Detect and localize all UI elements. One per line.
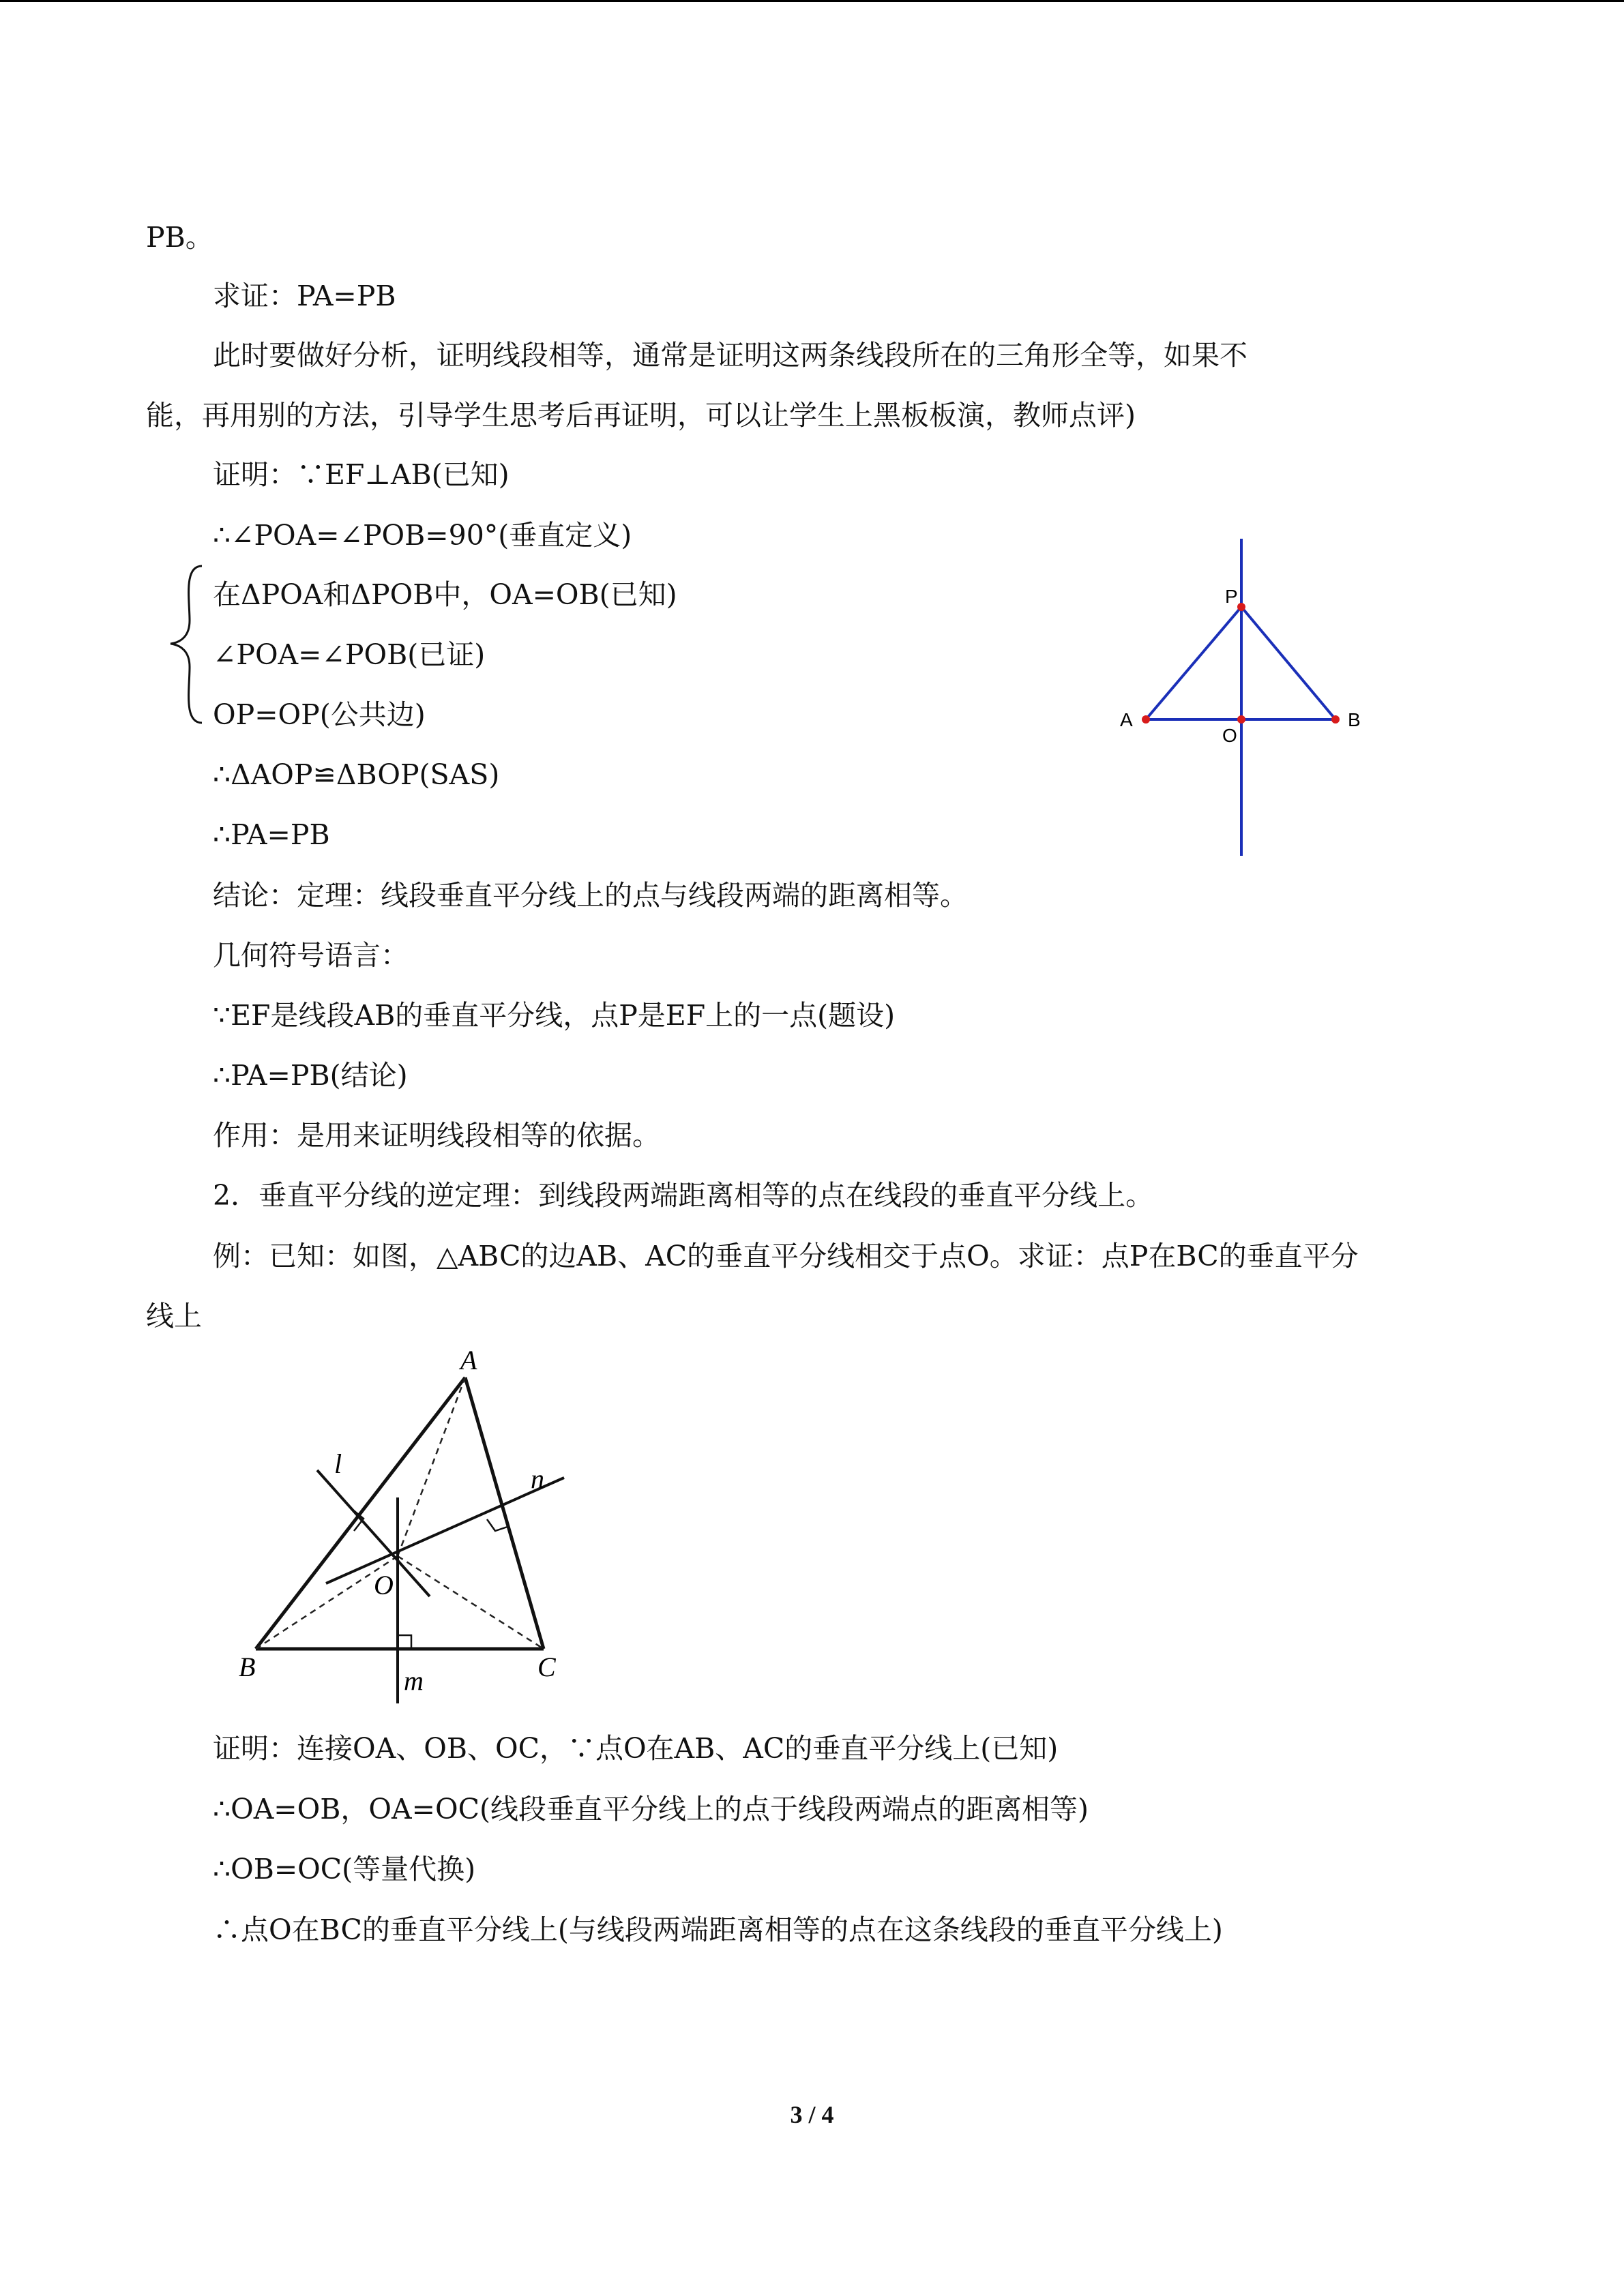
side-ac [465, 1377, 544, 1649]
triangle-circumcenter-figure [225, 1337, 587, 1712]
segment-pb [1241, 607, 1335, 719]
segment-pa [1146, 607, 1241, 719]
text-line-3: 此时要做好分析，证明线段相等，通常是证明这两条线段所在的三角形全等，如果不 [213, 339, 1247, 372]
label-b: B [1348, 709, 1361, 730]
bisector-n [326, 1478, 564, 1583]
text-line-5: 证明：∵EF⊥AB(已知) [213, 458, 510, 491]
text-line-13: 几何符号语言： [213, 939, 409, 972]
text-line-4: 能，再用别的方法，引导学生思考后再证明，可以让学生上黑板板演，教师点评) [146, 399, 1136, 432]
point-a [1142, 715, 1150, 724]
label-l: l [334, 1448, 342, 1479]
text-line-10: ∴ΔAOP≌ΔBOP(SAS) [213, 758, 500, 791]
text-line-15: ∴PA=PB(结论) [213, 1059, 408, 1092]
text-line-9: OP=OP(公共边) [213, 698, 426, 731]
top-border [0, 0, 1624, 2]
label-a: A [1120, 709, 1133, 730]
label-b: B [239, 1652, 256, 1682]
text-line-12: 结论：定理：线段垂直平分线上的点与线段两端的距离相等。 [213, 879, 968, 912]
label-o: O [374, 1570, 394, 1600]
label-n: n [531, 1463, 544, 1494]
side-ab [256, 1377, 465, 1649]
text-line-23: ∴点O在BC的垂直平分线上(与线段两端距离相等的点在这条线段的垂直平分线上) [213, 1913, 1223, 1946]
text-line-11: ∴PA=PB [213, 818, 330, 851]
text-line-19: 线上 [146, 1300, 202, 1332]
text-line-6: ∴∠POA=∠POB=90°(垂直定义) [213, 519, 632, 552]
label-p: P [1225, 586, 1238, 607]
text-line-14: ∵EF是线段AB的垂直平分线，点P是EF上的一点(题设) [213, 999, 896, 1032]
text-line-2: 求证：PA=PB [213, 280, 396, 312]
perpendicular-bisector-figure [1105, 532, 1378, 859]
curly-brace [166, 559, 207, 730]
point-o [1237, 715, 1245, 724]
dashed-oa [398, 1377, 465, 1556]
text-line-17: 2．垂直平分线的逆定理：到线段两端距离相等的点在线段的垂直平分线上。 [213, 1179, 1154, 1212]
label-c: C [537, 1652, 556, 1682]
label-m: m [404, 1665, 424, 1696]
text-line-7: 在ΔPOA和ΔPOB中，OA=OB(已知) [213, 578, 677, 611]
page-number: 3 / 4 [790, 2101, 834, 2128]
text-line-20: 证明：连接OA、OB、OC，∵点O在AB、AC的垂直平分线上(已知) [213, 1732, 1059, 1765]
text-line-8: ∠POA=∠POB(已证) [213, 638, 486, 671]
label-o: O [1222, 725, 1237, 746]
text-line-21: ∴OA=OB，OA=OC(线段垂直平分线上的点于线段两端点的距离相等) [213, 1793, 1089, 1825]
label-a: A [460, 1345, 477, 1375]
point-b [1331, 715, 1340, 724]
text-line-16: 作用：是用来证明线段相等的依据。 [213, 1119, 660, 1152]
text-line-22: ∴OB=OC(等量代换) [213, 1853, 476, 1885]
right-angle-bc [398, 1635, 411, 1649]
right-angle-ac [487, 1519, 507, 1531]
text-line-1: PB。 [146, 221, 213, 254]
text-line-18: 例：已知：如图，△ABC的边AB、AC的垂直平分线相交于点O。求证：点P在BC的垂直平分 [213, 1240, 1359, 1272]
point-p [1237, 603, 1245, 611]
